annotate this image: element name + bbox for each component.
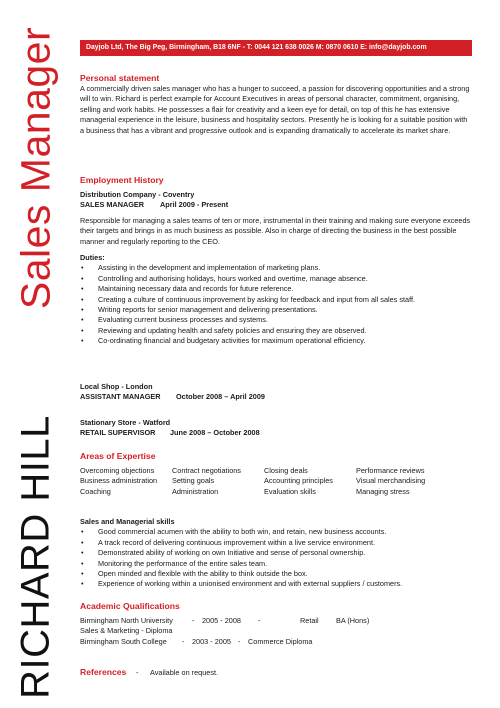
academic-institution-1: Birmingham North University — [80, 616, 173, 625]
list-item: • Assisting in the development and implementation of marketing plans. — [80, 263, 472, 273]
job3-title: RETAIL SUPERVISOR — [80, 428, 156, 438]
job3-title-row — [80, 428, 472, 438]
job2-company: Local Shop - London — [80, 382, 153, 391]
employment-heading: Employment History — [80, 175, 164, 185]
expertise-item: Business administration — [80, 476, 158, 486]
academic-award-1: BA (Hons) — [336, 616, 370, 625]
list-item: • Open minded and flexible with the ability to think outside the box. — [80, 569, 472, 579]
separator-dash: - — [192, 616, 195, 625]
duties-list — [80, 263, 472, 346]
job2-title-row — [80, 392, 472, 402]
separator-dash: - — [136, 668, 139, 677]
expertise-section — [80, 450, 472, 497]
academic-line2: Sales & Marketing - Diploma — [80, 626, 173, 636]
expertise-item: Contract negotiations — [172, 466, 241, 475]
list-item: • Creating a culture of continuous improvement by asking for feedback and input from all sales staff. — [80, 295, 472, 305]
expertise-item: Overcoming objections — [80, 466, 155, 475]
expertise-item: Administration — [172, 486, 219, 496]
list-item: • Monitoring the performance of the entire sales team. — [80, 559, 472, 569]
job1-title: SALES MANAGER — [80, 200, 145, 210]
job2 — [80, 382, 472, 403]
references-heading: References — [80, 667, 127, 677]
list-item: • Co-ordinating financial and budgetary activities for maximum operational efficiency. — [80, 336, 472, 346]
personal-statement-heading: Personal statement — [80, 73, 160, 83]
separator-dash: - — [238, 636, 241, 646]
expertise-item: Performance reviews — [356, 466, 425, 475]
separator-dash: - — [258, 616, 261, 625]
expertise-grid — [80, 466, 472, 497]
contact-banner: Dayjob Ltd, The Big Peg, Birmingham, B18 6NF - T: 0044 121 638 0026 M: 0870 0610 E: info@dayjob.com — [80, 40, 472, 56]
academic-dates-2: 2003 - 2005 — [192, 636, 231, 646]
job3-dates: June 2008 – October 2008 — [170, 428, 260, 438]
list-item: • Evaluating current business processes and systems. — [80, 315, 472, 325]
list-item: • Controlling and authorising holidays, hours worked and overtime, manage absence. — [80, 274, 472, 284]
expertise-heading: Areas of Expertise — [80, 451, 156, 461]
academic-institution-2: Birmingham South College — [80, 636, 167, 646]
employment-section — [80, 174, 472, 347]
candidate-name-vertical: RICHARD HILL — [13, 415, 58, 699]
academic-heading: Academic Qualifications — [80, 601, 180, 611]
personal-statement-text: A commercially driven sales manager who has a hunger to succeed, a passion for discovering opportunities and a strong will to win. Richard is perfect example for Account Executives in areas of personal character, commitment, organising, selling and work habits. He possesses a flair for creativity and a keen eye for detail, on top of this he has extensive managerial experience in the leisure, business and hospitality sectors. Presently he is looking for a suitable position with a business that has a vibrant and progressive outlook and is expanding dramatically to accelerate its market share. — [80, 84, 470, 135]
list-item: • Demonstrated ability of working on own Initiative and sense of personal ownership. — [80, 548, 472, 558]
expertise-item: Accounting principles — [264, 476, 333, 486]
list-item: • Reviewing and updating health and safety policies and ensuring they are observed. — [80, 326, 472, 336]
skills-list — [80, 527, 472, 589]
list-item: • Writing reports for senior management and delivering presentations. — [80, 305, 472, 315]
job1-description: Responsible for managing a sales teams of ten or more, instrumental in their training and making sure everyone exceeds their targets and brings in as much business as possible. Also in charge of directing the business in the best possible manner and regularly reporting to the CEO. — [80, 215, 471, 246]
personal-statement-section — [80, 72, 472, 136]
expertise-item: Visual merchandising — [356, 476, 426, 486]
academic-line3 — [80, 637, 472, 647]
separator-dash: - — [182, 636, 185, 646]
expertise-item: Coaching — [80, 486, 111, 496]
job2-title: ASSISTANT MANAGER — [80, 392, 161, 402]
skills-heading: Sales and Managerial skills — [80, 517, 175, 526]
job1-dates: April 2009 - Present — [160, 200, 229, 210]
job-title-vertical: Sales Manager — [12, 26, 59, 310]
list-item: • Good commercial acumen with the ability to both win, and retain, new business accounts. — [80, 527, 472, 537]
academic-dates-1: 2005 - 2008 — [202, 616, 241, 625]
list-item: • Maintaining necessary data and records for future reference. — [80, 284, 472, 294]
skills-section — [80, 517, 472, 590]
academic-section — [80, 600, 472, 647]
references-section — [80, 666, 472, 678]
list-item: • Experience of working within a unionised environment and with external suppliers / customers. — [80, 579, 472, 589]
academic-subject-1: Retail — [300, 616, 319, 625]
duties-label: Duties: — [80, 253, 105, 263]
job1-title-row — [80, 200, 472, 210]
expertise-item: Closing deals — [264, 466, 308, 475]
academic-award-2: Commerce Diploma — [248, 636, 313, 646]
list-item: • A track record of delivering continuous improvement within a live service environment. — [80, 538, 472, 548]
expertise-item: Evaluation skills — [264, 486, 316, 496]
job3-company: Stationary Store - Watford — [80, 418, 171, 427]
job2-dates: October 2008 – April 2009 — [176, 392, 265, 402]
expertise-item: Setting goals — [172, 476, 215, 486]
expertise-item: Managing stress — [356, 486, 410, 496]
job3 — [80, 418, 472, 439]
academic-line1 — [80, 616, 472, 626]
references-text: Available on request. — [150, 668, 219, 677]
job1-company: Distribution Company - Coventry — [80, 190, 195, 199]
sidebar — [0, 0, 72, 708]
